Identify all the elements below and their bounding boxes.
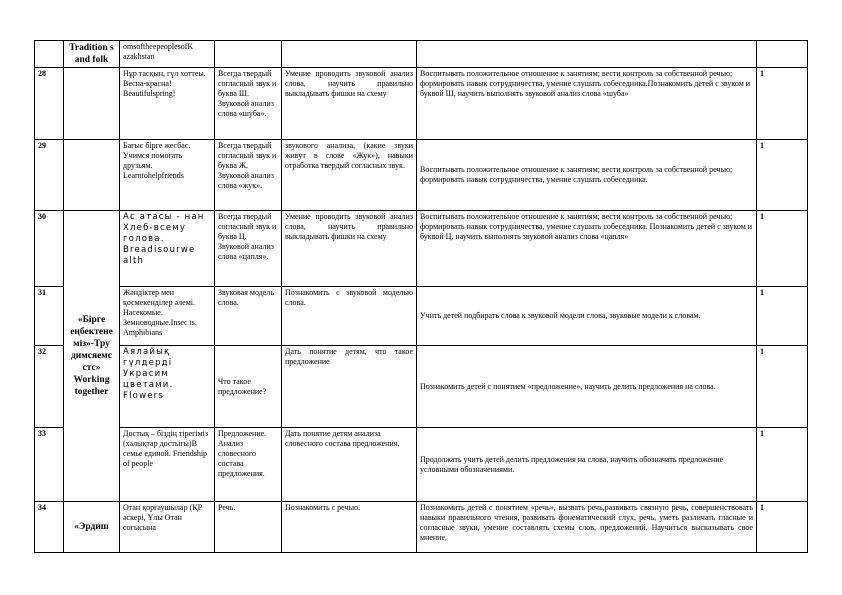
topic-cell: Ас атасы - нан Хлеб-всему голова. Breadisourwe alth (120, 211, 215, 287)
topic-cell: Жәндіктер мен қосмекенділер әлемі. Насекомые. Земноводные.Insec ts. Amphibians (120, 287, 215, 346)
hours-cell: 1 (757, 346, 808, 428)
hours-cell: 1 (757, 140, 808, 211)
hours-cell: 1 (757, 68, 808, 140)
topic-cell: Достық – біздің тірегіміз (халықтар достығы)В семье единой. Friendship of people (120, 428, 215, 502)
lesson-number: 33 (35, 428, 64, 502)
table-row (35, 140, 808, 211)
hours-cell: 1 (757, 428, 808, 502)
goals-cell: Учить детей подбирать слова к звуковой модели слова, звуковые модели к словам. (417, 287, 757, 346)
table-row (35, 41, 808, 68)
goals-cell (417, 41, 757, 68)
lesson-number: 31 (35, 287, 64, 346)
lesson-number: 30 (35, 211, 64, 287)
hours-cell: 1 (757, 502, 808, 553)
topic-cell: Нұр тасқын, гүл хоттеы. Весна-красна! Beautifulspring! (120, 68, 215, 140)
hours-cell (757, 41, 808, 68)
theme-cell (64, 68, 120, 140)
table-row (35, 287, 808, 346)
table-row (35, 428, 808, 502)
hours-cell: 1 (757, 211, 808, 287)
topic-cell: omsoftheepeoplesofK azakhstan (120, 41, 215, 68)
skills-cell: Познакомить с речью. (282, 502, 417, 553)
content-cell: Всегда твердый согласный звук и буква Ш. Звуковой анализ слова «шуба». (215, 68, 282, 140)
topic-cell: Аялайық гүлдерді Украсим цветами. Flowers (120, 346, 215, 428)
topic-cell: Отан қорғаушылар (ҚР әскері, Ұлы Отан соғысына (120, 502, 215, 553)
table-row (35, 68, 808, 140)
theme-cell (64, 140, 120, 211)
lesson-number: 32 (35, 346, 64, 428)
lesson-plan-table-container (34, 40, 807, 553)
skills-cell: Умение проводить звуковой анализ слова, научить правильно выкладывать фишки на схему (282, 211, 417, 287)
goals-cell: Продолжать учить детей делить предложения на слова, научить обозначать предложение условными обозначениями. (417, 428, 757, 502)
lesson-plan-table (34, 40, 808, 553)
theme-cell: Tradition s and folk (64, 41, 120, 68)
content-cell: Всегда твердый согласный звук и буква Ж. Звуковой анализ слова «жук». (215, 140, 282, 211)
goals-cell: Воспитывать положительное отношение к занятиям; вести контроль за собственной речью; формировать навык сотрудничества, умение слушать собеседника. Познакомить детей с звуком и буквой Ц, научить выполнять звуковой анализ слова «цапля» (417, 211, 757, 287)
lesson-number: 28 (35, 68, 64, 140)
content-cell (215, 41, 282, 68)
theme-cell: «Эрдиш (64, 502, 120, 553)
skills-cell (282, 41, 417, 68)
theme-cell: «Бірге еңбектене міз»-Тру димсяемс стс» Working together (64, 211, 120, 502)
content-cell: Предложение. Анализ словесного состава предложения. (215, 428, 282, 502)
skills-cell: Дать понятие детям анализа словесного состава предложения. (282, 428, 417, 502)
content-cell: Что такое предложение? (215, 346, 282, 428)
skills-cell: звукового анализа, (какие звуки живут в слове «Жук»), навыки отработка твердый согласных звук. (282, 140, 417, 211)
topic-cell: Бағыс бірге жесбас. Учимся помогать друзьям. Learntohelpfriends (120, 140, 215, 211)
table-row (35, 346, 808, 428)
lesson-number (35, 41, 64, 68)
content-cell: Звуковая модель слова. (215, 287, 282, 346)
table-row (35, 502, 808, 553)
content-cell: Всегда твердый согласный звук и буква Ц. Звуковой анализ слова «цапля». (215, 211, 282, 287)
skills-cell: Познакомить с звуковой моделью слова. (282, 287, 417, 346)
content-cell: Речь. (215, 502, 282, 553)
skills-cell: Умение проводить звуковой анализ слова, научить правильно выкладывать фишки на схему (282, 68, 417, 140)
goals-cell: Воспитывать положительное отношение к занятиям; вести контроль за собственной речью; формировать навык сотрудничества, умение слушать собеседника.Познакомить детей с звуком и буквой Ш, научить выполнять звуковой анализ слова «шуба» (417, 68, 757, 140)
hours-cell: 1 (757, 287, 808, 346)
lesson-number: 34 (35, 502, 64, 553)
lesson-number: 29 (35, 140, 64, 211)
table-row (35, 211, 808, 287)
goals-cell: Воспитывать положительное отношение к занятиям; вести контроль за собственной речью; формировать навык сотрудничества, умение слушать собеседника. (417, 140, 757, 211)
goals-cell: Познакомить детей с понятием «предложение», научить делить предложения на слова. (417, 346, 757, 428)
skills-cell: Дать понятие детям, что такое предложение (282, 346, 417, 428)
goals-cell: Познакомить детей с понятием «речь», вызвать речь,развивать связную речь, совершенствовать навыки правильного чтения, развивать фонематический слух, речь, уметь различать гласные и согласные звуки, умение составлять схемы слов, предложений. Научиться высказывать свое мнение, (417, 502, 757, 553)
